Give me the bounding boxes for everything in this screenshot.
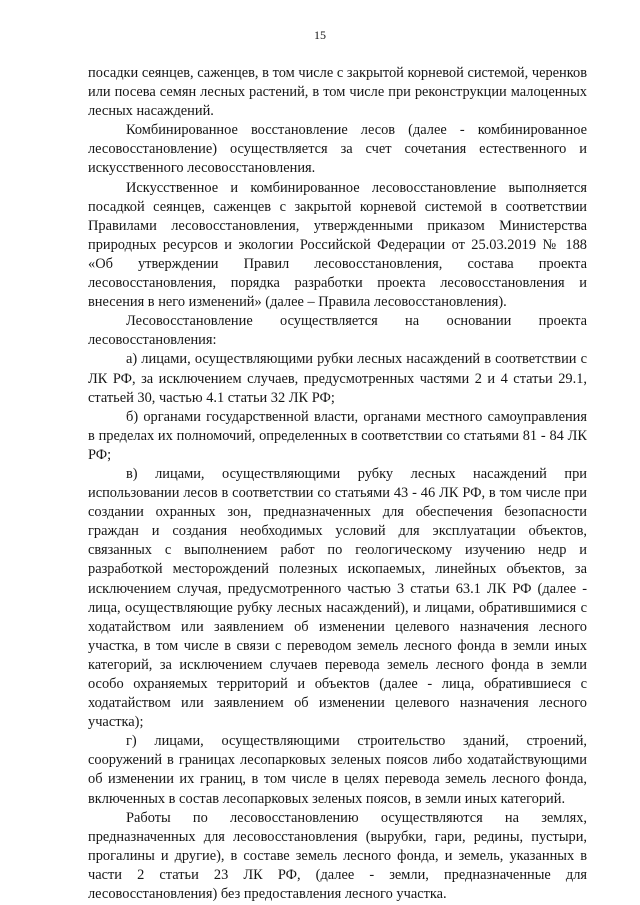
paragraph-combined-restoration: Комбинированное восстановление лесов (далее - комбинированное лесовосстановление) осуществляется за счет сочетания естественного и искусственного лесовосстановления. (88, 122, 587, 177)
page-number: 15 (314, 28, 326, 42)
list-item-b: б) органами государственной власти, органами местного самоуправления в пределах их полномочий, определенных в соответствии со статьями 81 - 84 ЛК РФ; (88, 408, 587, 463)
paragraph-continuation: посадки сеянцев, саженцев, в том числе с закрытой корневой системой, черенков или посева семян лесных растений, в том числе при реконструкции малоценных лесных насаждений. (88, 65, 587, 120)
list-item-v: в) лицами, осуществляющими рубку лесных насаждений при использовании лесов в соответствии со статьями 43 - 46 ЛК РФ, в том числе при создании охранных зон, предназначенных для обеспечения безопасности граждан и создания необходимых условий для эксплуатации объектов, связанных с выполнением работ по геологическому изучению недр и разработкой месторождений полезных ископаемых, линейных объектов, за исключением случая, предусмотренного частью 3 статьи 63.1 ЛК РФ (далее - лица, осуществляющие рубку лесных насаждений), и лицами, обратившимися с ходатайством или заявлением об изменении целевого назначения лесного участка, в том числе в связи с переводом земель лесного фонда в земли иных категорий, за исключением случаев перевода земель лесного фонда в земли особо охраняемых территорий и объектов (далее - лица, обратившиеся с ходатайством или заявлением об изменении целевого назначения лесного участка); (88, 465, 587, 731)
paragraph-artificial-restoration: Искусственное и комбинированное лесовосстановление выполняется посадкой сеянцев, саженцев с закрытой корневой системой в соответствии Правилами лесовосстановления, утвержденными приказом Министерства природных ресурсов и экологии Российской Федерации от 25.03.2019 № 188 «Об утверждении Правил лесовосстановления, состава проекта лесовосстановления, порядка разработки проекта лесовосстановления и внесения в него изменений» (далее – Правила лесовосстановления). (88, 179, 587, 311)
list-item-a: а) лицами, осуществляющими рубки лесных насаждений в соответствии с ЛК РФ, за исключением случаев, предусмотренных частями 2 и 4 статьи 29.1, статьей 30, частью 4.1 статьи 32 ЛК РФ; (88, 351, 587, 406)
paragraph-restoration-lands: Работы по лесовосстановлению осуществляются на землях, предназначенных для лесовосстановления (вырубки, гари, редины, пустыри, прогалины и другие), в составе земель лесного фонда, и земель, указанных в части 2 статьи 23 ЛК РФ, (далее - земли, предназначенные для лесовосстановления) без предоставления лесного участка. (88, 809, 587, 903)
document-body (88, 64, 587, 904)
paragraph-restoration-basis: Лесовосстановление осуществляется на основании проекта лесовосстановления: (88, 313, 587, 349)
list-item-g: г) лицами, осуществляющими строительство зданий, строений, сооружений в границах лесопарковых зеленых поясов либо ходатайствующими об изменении их границ, в том числе в целях перевода земель лесного фонда, включенных в состав лесопарковых зеленых поясов, в земли иных категорий. (88, 733, 587, 807)
